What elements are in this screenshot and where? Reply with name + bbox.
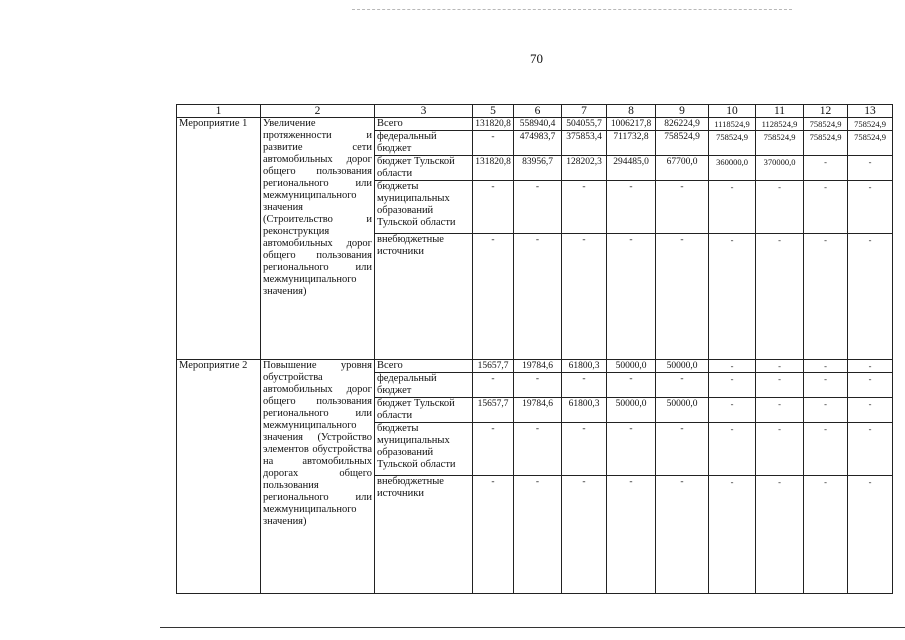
value-cell: 758524,9 (656, 131, 709, 156)
value-cell: - (607, 423, 656, 476)
value-cell: 19784,6 (514, 398, 562, 423)
value-cell: - (848, 398, 893, 423)
col-header: 10 (709, 105, 756, 118)
funding-source: бюджет Тульской области (375, 398, 473, 423)
value-cell: - (709, 181, 756, 234)
value-cell: 128202,3 (562, 156, 607, 181)
value-cell: - (804, 476, 848, 594)
value-cell: - (756, 181, 804, 234)
value-cell: 711732,8 (607, 131, 656, 156)
col-header: 9 (656, 105, 709, 118)
funding-source: федеральный бюджет (375, 131, 473, 156)
value-cell: - (514, 373, 562, 398)
value-cell: 61800,3 (562, 360, 607, 373)
funding-table (176, 104, 893, 594)
value-cell: - (656, 234, 709, 360)
value-cell: 19784,6 (514, 360, 562, 373)
value-cell: - (709, 476, 756, 594)
value-cell: 826224,9 (656, 118, 709, 131)
value-cell: - (562, 476, 607, 594)
value-cell: 131820,8 (473, 156, 514, 181)
value-cell: - (656, 423, 709, 476)
value-cell: - (514, 234, 562, 360)
value-cell: - (804, 398, 848, 423)
value-cell: - (756, 398, 804, 423)
table-row (177, 360, 893, 373)
value-cell: 15657,7 (473, 398, 514, 423)
value-cell: 758524,9 (848, 118, 893, 131)
value-cell: - (804, 181, 848, 234)
col-header: 7 (562, 105, 607, 118)
value-cell: 50000,0 (607, 398, 656, 423)
value-cell: 131820,8 (473, 118, 514, 131)
value-cell: - (473, 423, 514, 476)
value-cell: - (804, 234, 848, 360)
funding-source: федеральный бюджет (375, 373, 473, 398)
value-cell: - (514, 476, 562, 594)
value-cell: - (804, 373, 848, 398)
value-cell: 758524,9 (804, 131, 848, 156)
funding-source: внебюджетные источники (375, 234, 473, 360)
value-cell: - (756, 423, 804, 476)
value-cell: - (848, 373, 893, 398)
value-cell: 50000,0 (656, 360, 709, 373)
value-cell: - (848, 156, 893, 181)
value-cell: - (473, 131, 514, 156)
value-cell: 1006217,8 (607, 118, 656, 131)
value-cell: - (473, 476, 514, 594)
value-cell: - (473, 181, 514, 234)
value-cell: 67700,0 (656, 156, 709, 181)
value-cell: - (709, 398, 756, 423)
value-cell: 474983,7 (514, 131, 562, 156)
value-cell: - (709, 423, 756, 476)
value-cell: 50000,0 (656, 398, 709, 423)
value-cell: 558940,4 (514, 118, 562, 131)
value-cell: - (804, 156, 848, 181)
header-row (177, 105, 893, 118)
funding-source: бюджет Тульской области (375, 156, 473, 181)
value-cell: - (848, 476, 893, 594)
activity-name: Мероприятие 1 (177, 118, 261, 360)
value-cell: - (514, 181, 562, 234)
value-cell: - (848, 423, 893, 476)
value-cell: - (562, 373, 607, 398)
activity-description: Повышение уровня обустройства автомобильных дорог общего пользования регионального или межмуниципального значения (Устройство элементов обустройства на автомобильных дорогах общего пользования регионального или межмуниципального значения) (261, 360, 375, 594)
table-body (177, 105, 893, 594)
activity-name: Мероприятие 2 (177, 360, 261, 594)
value-cell: - (562, 234, 607, 360)
value-cell: - (656, 181, 709, 234)
value-cell: 375853,4 (562, 131, 607, 156)
value-cell: - (756, 360, 804, 373)
value-cell: - (848, 234, 893, 360)
value-cell: - (848, 181, 893, 234)
funding-source: бюджеты муниципальных образований Тульской области (375, 423, 473, 476)
value-cell: - (756, 234, 804, 360)
value-cell: - (514, 423, 562, 476)
value-cell: 370000,0 (756, 156, 804, 181)
col-header: 2 (261, 105, 375, 118)
value-cell: - (848, 360, 893, 373)
value-cell: 758524,9 (709, 131, 756, 156)
value-cell: - (473, 373, 514, 398)
value-cell: - (656, 373, 709, 398)
funding-source: внебюджетные источники (375, 476, 473, 594)
value-cell: 758524,9 (848, 131, 893, 156)
value-cell: - (656, 476, 709, 594)
value-cell: 83956,7 (514, 156, 562, 181)
col-header: 13 (848, 105, 893, 118)
value-cell: - (804, 360, 848, 373)
value-cell: 360000,0 (709, 156, 756, 181)
col-header: 6 (514, 105, 562, 118)
value-cell: - (562, 423, 607, 476)
value-cell: - (607, 476, 656, 594)
col-header: 1 (177, 105, 261, 118)
value-cell: 504055,7 (562, 118, 607, 131)
value-cell: - (709, 234, 756, 360)
value-cell: - (607, 181, 656, 234)
top-rule (352, 9, 792, 10)
funding-source: Всего (375, 360, 473, 373)
value-cell: 50000,0 (607, 360, 656, 373)
funding-source: бюджеты муниципальных образований Тульской области (375, 181, 473, 234)
page-number: 70 (530, 51, 543, 66)
value-cell: - (804, 423, 848, 476)
value-cell: - (607, 234, 656, 360)
funding-source: Всего (375, 118, 473, 131)
value-cell: - (756, 373, 804, 398)
value-cell: - (756, 476, 804, 594)
table-row (177, 118, 893, 131)
value-cell: - (562, 181, 607, 234)
col-header: 11 (756, 105, 804, 118)
value-cell: 61800,3 (562, 398, 607, 423)
value-cell: 15657,7 (473, 360, 514, 373)
col-header: 8 (607, 105, 656, 118)
col-header: 3 (375, 105, 473, 118)
value-cell: - (607, 373, 656, 398)
activity-description: Увеличение протяженности и развитие сети автомобильных дорог общего пользования регионального или межмуниципального значения (Строительство и реконструкция автомобильных дорог общего пользования регионального или межмуниципального значения) (261, 118, 375, 360)
value-cell: 758524,9 (804, 118, 848, 131)
value-cell: - (709, 373, 756, 398)
value-cell: 294485,0 (607, 156, 656, 181)
bottom-rule (160, 627, 905, 628)
value-cell: - (473, 234, 514, 360)
col-header: 12 (804, 105, 848, 118)
value-cell: 1118524,9 (709, 118, 756, 131)
value-cell: 1128524,9 (756, 118, 804, 131)
col-header: 5 (473, 105, 514, 118)
value-cell: 758524,9 (756, 131, 804, 156)
value-cell: - (709, 360, 756, 373)
